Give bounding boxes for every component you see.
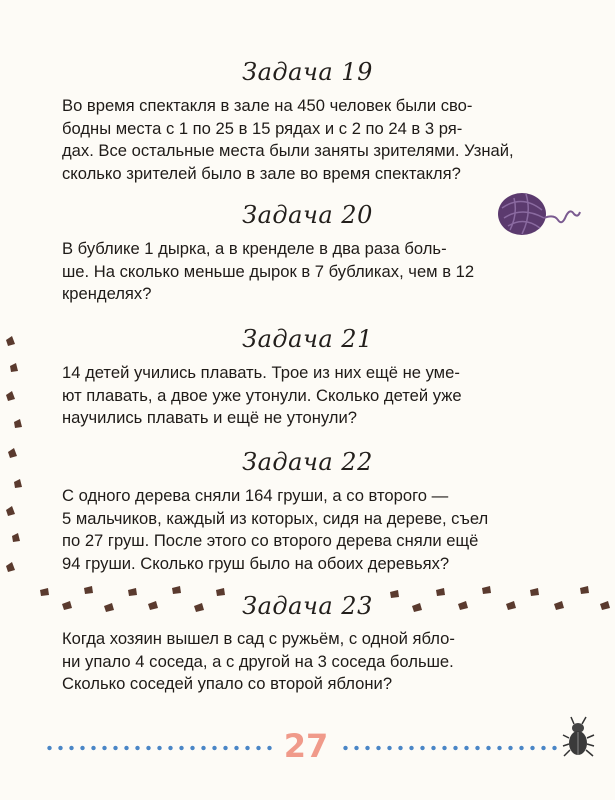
task-23-text <box>62 628 558 696</box>
task-23-line-2: ни упало 4 соседа, а с другой на 3 соседа больше. <box>62 651 454 671</box>
task-19-text <box>62 95 558 185</box>
task-21-line-3: научились плавать и ещё не утонули? <box>62 408 357 427</box>
task-19-line-3: дах. Все остальные места были заняты зрителями. Узнай, <box>62 141 514 160</box>
task-21-title: Задача 21 <box>242 325 373 353</box>
task-23-line-1: Когда хозяин вышел в сад с ружьём, с одной ябло- <box>62 629 455 648</box>
task-21-line-2: ют плавать, а двое уже утонули. Сколько детей уже <box>62 385 462 405</box>
task-21-line-1: 14 детей учились плавать. Трое из них ещё не уме- <box>62 363 460 382</box>
task-20-line-3: кренделях? <box>62 284 152 303</box>
task-22-line-2: 5 мальчиков, каждый из которых, сидя на дереве, съел <box>62 508 489 528</box>
task-20-title: Задача 20 <box>242 201 373 229</box>
page-number: 27 <box>283 727 329 765</box>
task-19-line-4: сколько зрителей было в зале во время спектакля? <box>62 163 461 183</box>
task-20-line-1: В бублике 1 дырка, а в кренделе в два раза боль- <box>62 239 447 258</box>
page-footer <box>44 727 564 767</box>
task-22-title: Задача 22 <box>242 448 373 476</box>
beetle-icon <box>562 716 596 762</box>
task-19-line-2: бодны места с 1 по 25 в 15 рядах и с 2 по 24 в 3 ря- <box>62 118 463 138</box>
footprints-trail <box>0 320 615 620</box>
yarn-ball-icon <box>492 184 584 242</box>
task-23-line-3: Сколько соседей упало со второй яблони? <box>62 674 393 693</box>
task-20-text <box>62 238 558 306</box>
task-22-line-3: по 27 груш. После этого со второго дерева сняли ещё <box>62 531 479 550</box>
task-20-line-2: ше. На сколько меньше дырок в 7 бубликах, чем в 12 <box>62 261 475 281</box>
footer-dots-left <box>44 745 274 751</box>
footer-dots-right <box>340 745 560 751</box>
task-22-line-4: 94 груши. Сколько груш было на обоих деревьях? <box>62 553 450 573</box>
task-22-line-1: С одного дерева сняли 164 груши, а со второго — <box>62 486 449 505</box>
task-19-title: Задача 19 <box>242 58 373 86</box>
task-19-line-1: Во время спектакля в зале на 450 человек были сво- <box>62 96 473 115</box>
task-23-title: Задача 23 <box>242 592 373 620</box>
